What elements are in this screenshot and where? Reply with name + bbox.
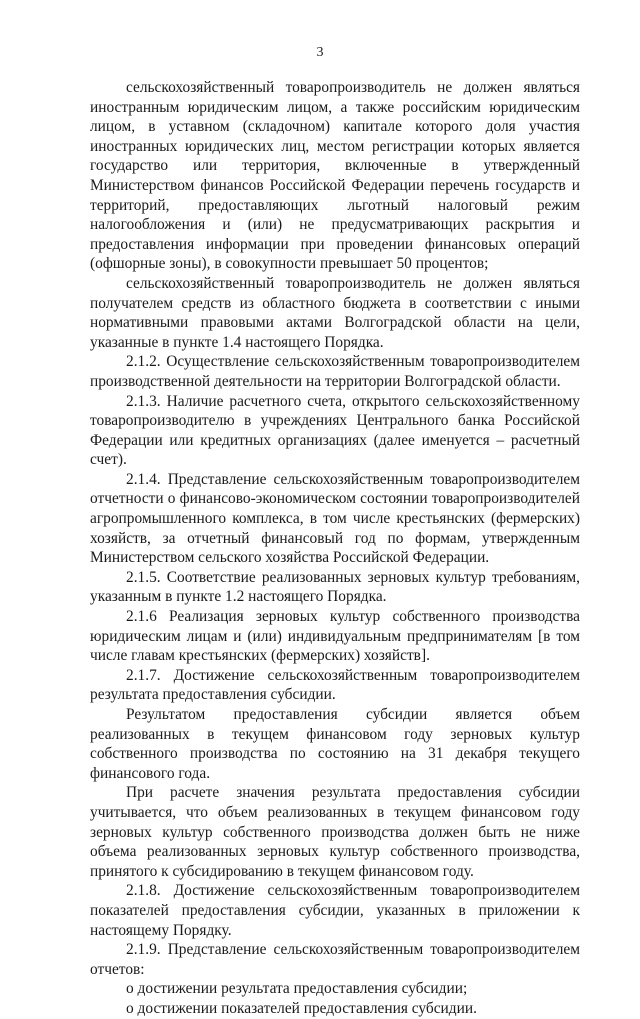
paragraph-report-indicators: о достижении показателей предоставления субсидии. [126,999,477,1017]
paragraph-subsidy-result: Результатом предоставления субсидии является объем реализованных в текущем финансовом году зерновых культур собственного производства по состоянию на 31 декабря текущего финансового года. [90,706,580,782]
page-number: 3 [316,45,324,60]
paragraph-2-1-8: 2.1.8. Достижение сельскохозяйственным товаропроизводителем показателей предоставления субсидии, указанных в приложении к настоящему Порядку. [90,882,580,939]
paragraph-2-1-6: 2.1.6 Реализация зерновых культур собственного производства юридическим лицам и (или) индивидуальным предпринимателям [в том числе главам крестьянских (фермерских) хозяйств]. [90,608,580,665]
paragraph-2-1-7: 2.1.7. Достижение сельскохозяйственным товаропроизводителем результата предоставления субсидии. [90,666,580,704]
paragraph-result-calculation: При расчете значения результата предоставления субсидии учитывается, что объем реализованных в текущем финансовом году зерновых культур собственного производства должен быть не ниже объема реализованных зерновых культур собственного производства, принятого к субсидированию в текущем финансовом году. [90,784,580,880]
paragraph-foreign-entity-condition: сельскохозяйственный товаропроизводитель не должен являться иностранным юридическим лицом, а также российским юридическим лицом, в уставном (складочном) капитале которого доля участия иностранных юридических лиц, местом регистрации которых является государство или территория, включенные в утвержденный Министерством финансов Российской Федерации перечень государств и территорий, предоставляющих льготный налоговый режим налогообложения и (или) не предусматривающих раскрытия и предоставления информации при проведении финансовых операций (офшорные зоны), в совокупности превышает 50 процентов; [90,79,580,273]
paragraph-2-1-2: 2.1.2. Осуществление сельскохозяйственным товаропроизводителем производственной деятельности на территории Волгоградской области. [90,353,580,390]
paragraph-report-result: о достижении результата предоставления субсидии; [126,980,468,998]
paragraph-2-1-4: 2.1.4. Представление сельскохозяйственным товаропроизводителем отчетности о финансово-экономическом состоянии товаропроизводителей агропромышленного комплекса, в том числе крестьянских (фермерских) хозяйств, за отчетный финансовый год по формам, утвержденным Министерством сельского хозяйства Российской Федерации. [90,470,580,567]
paragraph-2-1-5: 2.1.5. Соответствие реализованных зерновых культур требованиям, указанным в пункте 1.2 настоящего Порядка. [90,568,580,606]
paragraph-2-1-3: 2.1.3. Наличие расчетного счета, открытого сельскохозяйственному товаропроизводителю в учреждениях Центрального банка Российской Федерации или кредитных организациях (далее именуется – расчетный счет). [90,392,580,469]
paragraph-no-regional-budget-funds: сельскохозяйственный товаропроизводитель не должен являться получателем средств из областного бюджета в соответствии с иными нормативными правовыми актами Волгоградской области на цели, указанные в пункте 1.4 настоящего Порядка. [90,274,580,351]
paragraph-2-1-9: 2.1.9. Представление сельскохозяйственным товаропроизводителем отчетов: [90,941,580,978]
document-body [90,78,580,1019]
